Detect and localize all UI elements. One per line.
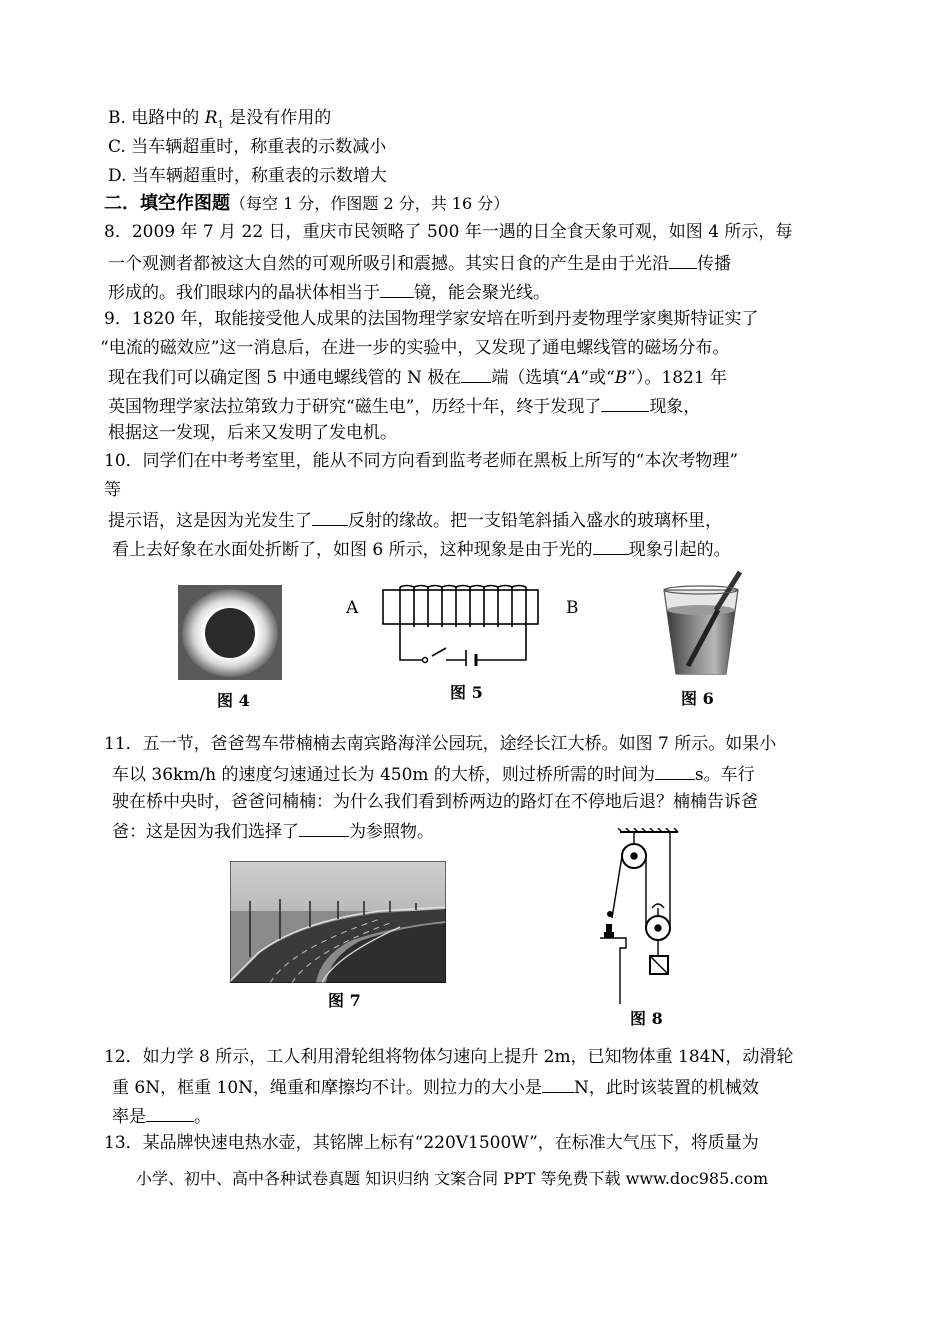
q12-text: 重 6N，框重 10N，绳重和摩擦均不计。则拉力的大小是 <box>112 1078 543 1098</box>
q11-line4 <box>112 819 434 843</box>
q11-blank-1[interactable] <box>655 762 695 780</box>
q10-blank-1[interactable] <box>312 508 348 526</box>
option-c: C. 当车辆超重时，称重表的示数减小 <box>108 137 387 157</box>
option-d: D. 当车辆超重时，称重表的示数增大 <box>108 166 387 186</box>
figure-8-pulley <box>596 828 682 1004</box>
figure-7-bridge <box>230 861 446 983</box>
figure-5-caption: 图 5 <box>450 683 483 702</box>
q8-line3 <box>108 280 550 304</box>
q13-line1: 13．某品牌快速电热水壶，其铭牌上标有“220V1500W”，在标准大气压下，将质量为 <box>104 1133 759 1153</box>
figure-5-solenoid <box>378 584 544 666</box>
q11-text: 车以 36km/h 的速度匀速通过长为 450m 的大桥，则过桥所需的时间为 <box>112 765 655 785</box>
q11-blank-2[interactable] <box>299 819 349 837</box>
q8-line1: 8．2009 年 7 月 22 日，重庆市民领略了 500 年一遇的日全食天象可观，如图 4 所示，每 <box>104 222 793 242</box>
q11-line1: 11．五一节，爸爸驾车带楠楠去南宾路海洋公园玩，途经长江大桥。如图 7 所示。如果小 <box>104 734 777 754</box>
q12-text: 。 <box>194 1107 211 1127</box>
option-b-prefix: B. 电路中的 <box>108 108 205 128</box>
q8-text: 一个观测者都被这大自然的可观所吸引和震撼。其实日食的产生是由于光沿 <box>108 254 669 274</box>
q8-line2 <box>108 251 731 275</box>
q10-text: 提示语，这是因为光发生了 <box>108 511 312 531</box>
q10-blank-2[interactable] <box>593 537 629 555</box>
q11-text: s。车行 <box>694 765 755 785</box>
q10-text: 反射的缘故。把一支铅笔斜插入盛水的玻璃杯里， <box>348 511 722 531</box>
figure-6-glass <box>660 570 744 680</box>
q9-option-b: B <box>614 368 628 388</box>
q10-text: 看上去好象在水面处折断了，如图 6 所示，这种现象是由于光的 <box>112 540 593 560</box>
q9-text: ”）。1821 年 <box>627 368 728 388</box>
q12-line3 <box>112 1104 211 1128</box>
option-b-sub: 1 <box>217 119 224 131</box>
q9-blank-1[interactable] <box>461 365 491 383</box>
q11-text: 为参照物。 <box>349 822 434 842</box>
q12-text: N，此时该装置的机械效 <box>574 1078 759 1098</box>
q9-line3 <box>108 365 727 389</box>
figure-8-caption: 图 8 <box>630 1009 663 1028</box>
q8-text: 传播 <box>697 254 731 274</box>
section-heading <box>104 193 509 215</box>
figure-4-caption: 图 4 <box>217 691 250 710</box>
q9-text: 现象， <box>649 397 701 417</box>
figure-4-eclipse <box>178 585 282 680</box>
figure-7-caption: 图 7 <box>328 991 361 1010</box>
q9-text: 现在我们可以确定图 5 中通电螺线管的 N 极在 <box>108 368 462 388</box>
q12-blank-1[interactable] <box>542 1075 574 1093</box>
q10-text: 现象引起的。 <box>628 540 731 560</box>
option-b-var: R <box>204 108 218 128</box>
section-note: （每空 1 分，作图题 2 分，共 16 分） <box>230 194 510 213</box>
q12-line2 <box>112 1075 759 1099</box>
solenoid-label-a: A <box>346 598 359 618</box>
q8-text: 形成的。我们眼球内的晶状体相当于 <box>108 283 380 303</box>
q9-line1: 9．1820 年，取能接受他人成果的法国物理学家安培在听到丹麦物理学家奥斯特证实了 <box>104 309 759 329</box>
q10-line1: 10．同学们在中考考室里，能从不同方向看到监考老师在黑板上所写的“本次考物理” <box>104 451 739 471</box>
q9-line5: 根据这一发现，后来又发明了发电机。 <box>108 423 397 443</box>
q8-blank-2[interactable] <box>380 280 414 298</box>
q9-option-a: A <box>568 368 581 388</box>
q11-line2 <box>112 762 755 786</box>
q12-line1: 12．如力学 8 所示，工人利用滑轮组将物体匀速向上提升 2m，已知物体重 184N，动滑轮 <box>104 1047 794 1067</box>
section-title: 二．填空作图题 <box>104 193 230 214</box>
q8-blank-1[interactable] <box>669 251 697 269</box>
q11-line3: 驶在桥中央时，爸爸问楠楠：为什么我们看到桥两边的路灯在不停地后退？楠楠告诉爸 <box>112 792 758 812</box>
q12-blank-2[interactable] <box>146 1104 194 1122</box>
solenoid-label-b: B <box>566 598 579 618</box>
q9-line2: “电流的磁效应”这一消息后，在进一步的实验中，又发现了通电螺线管的磁场分布。 <box>100 338 730 358</box>
q9-text: 端（选填“ <box>491 368 569 388</box>
q9-blank-2[interactable] <box>601 394 649 412</box>
option-b <box>108 107 331 136</box>
q9-text: ”或“ <box>580 368 615 388</box>
q12-text: 率是 <box>112 1107 146 1127</box>
option-b-suffix: 是没有作用的 <box>223 108 332 128</box>
q11-text: 爸：这是因为我们选择了 <box>112 822 299 842</box>
q10-line3 <box>108 508 722 532</box>
q8-text: 镜，能会聚光线。 <box>414 283 550 303</box>
page-footer: 小学、初中、高中各种试卷真题 知识归纳 文案合同 PPT 等免费下载 www.doc985.com <box>136 1169 769 1188</box>
q9-line4 <box>108 394 700 418</box>
q9-text: 英国物理学家法拉第致力于研究“磁生电”，历经十年，终于发现了 <box>108 397 602 417</box>
q10-line2: 等 <box>104 480 121 500</box>
figure-6-caption: 图 6 <box>681 689 714 708</box>
q10-line4 <box>112 537 731 561</box>
